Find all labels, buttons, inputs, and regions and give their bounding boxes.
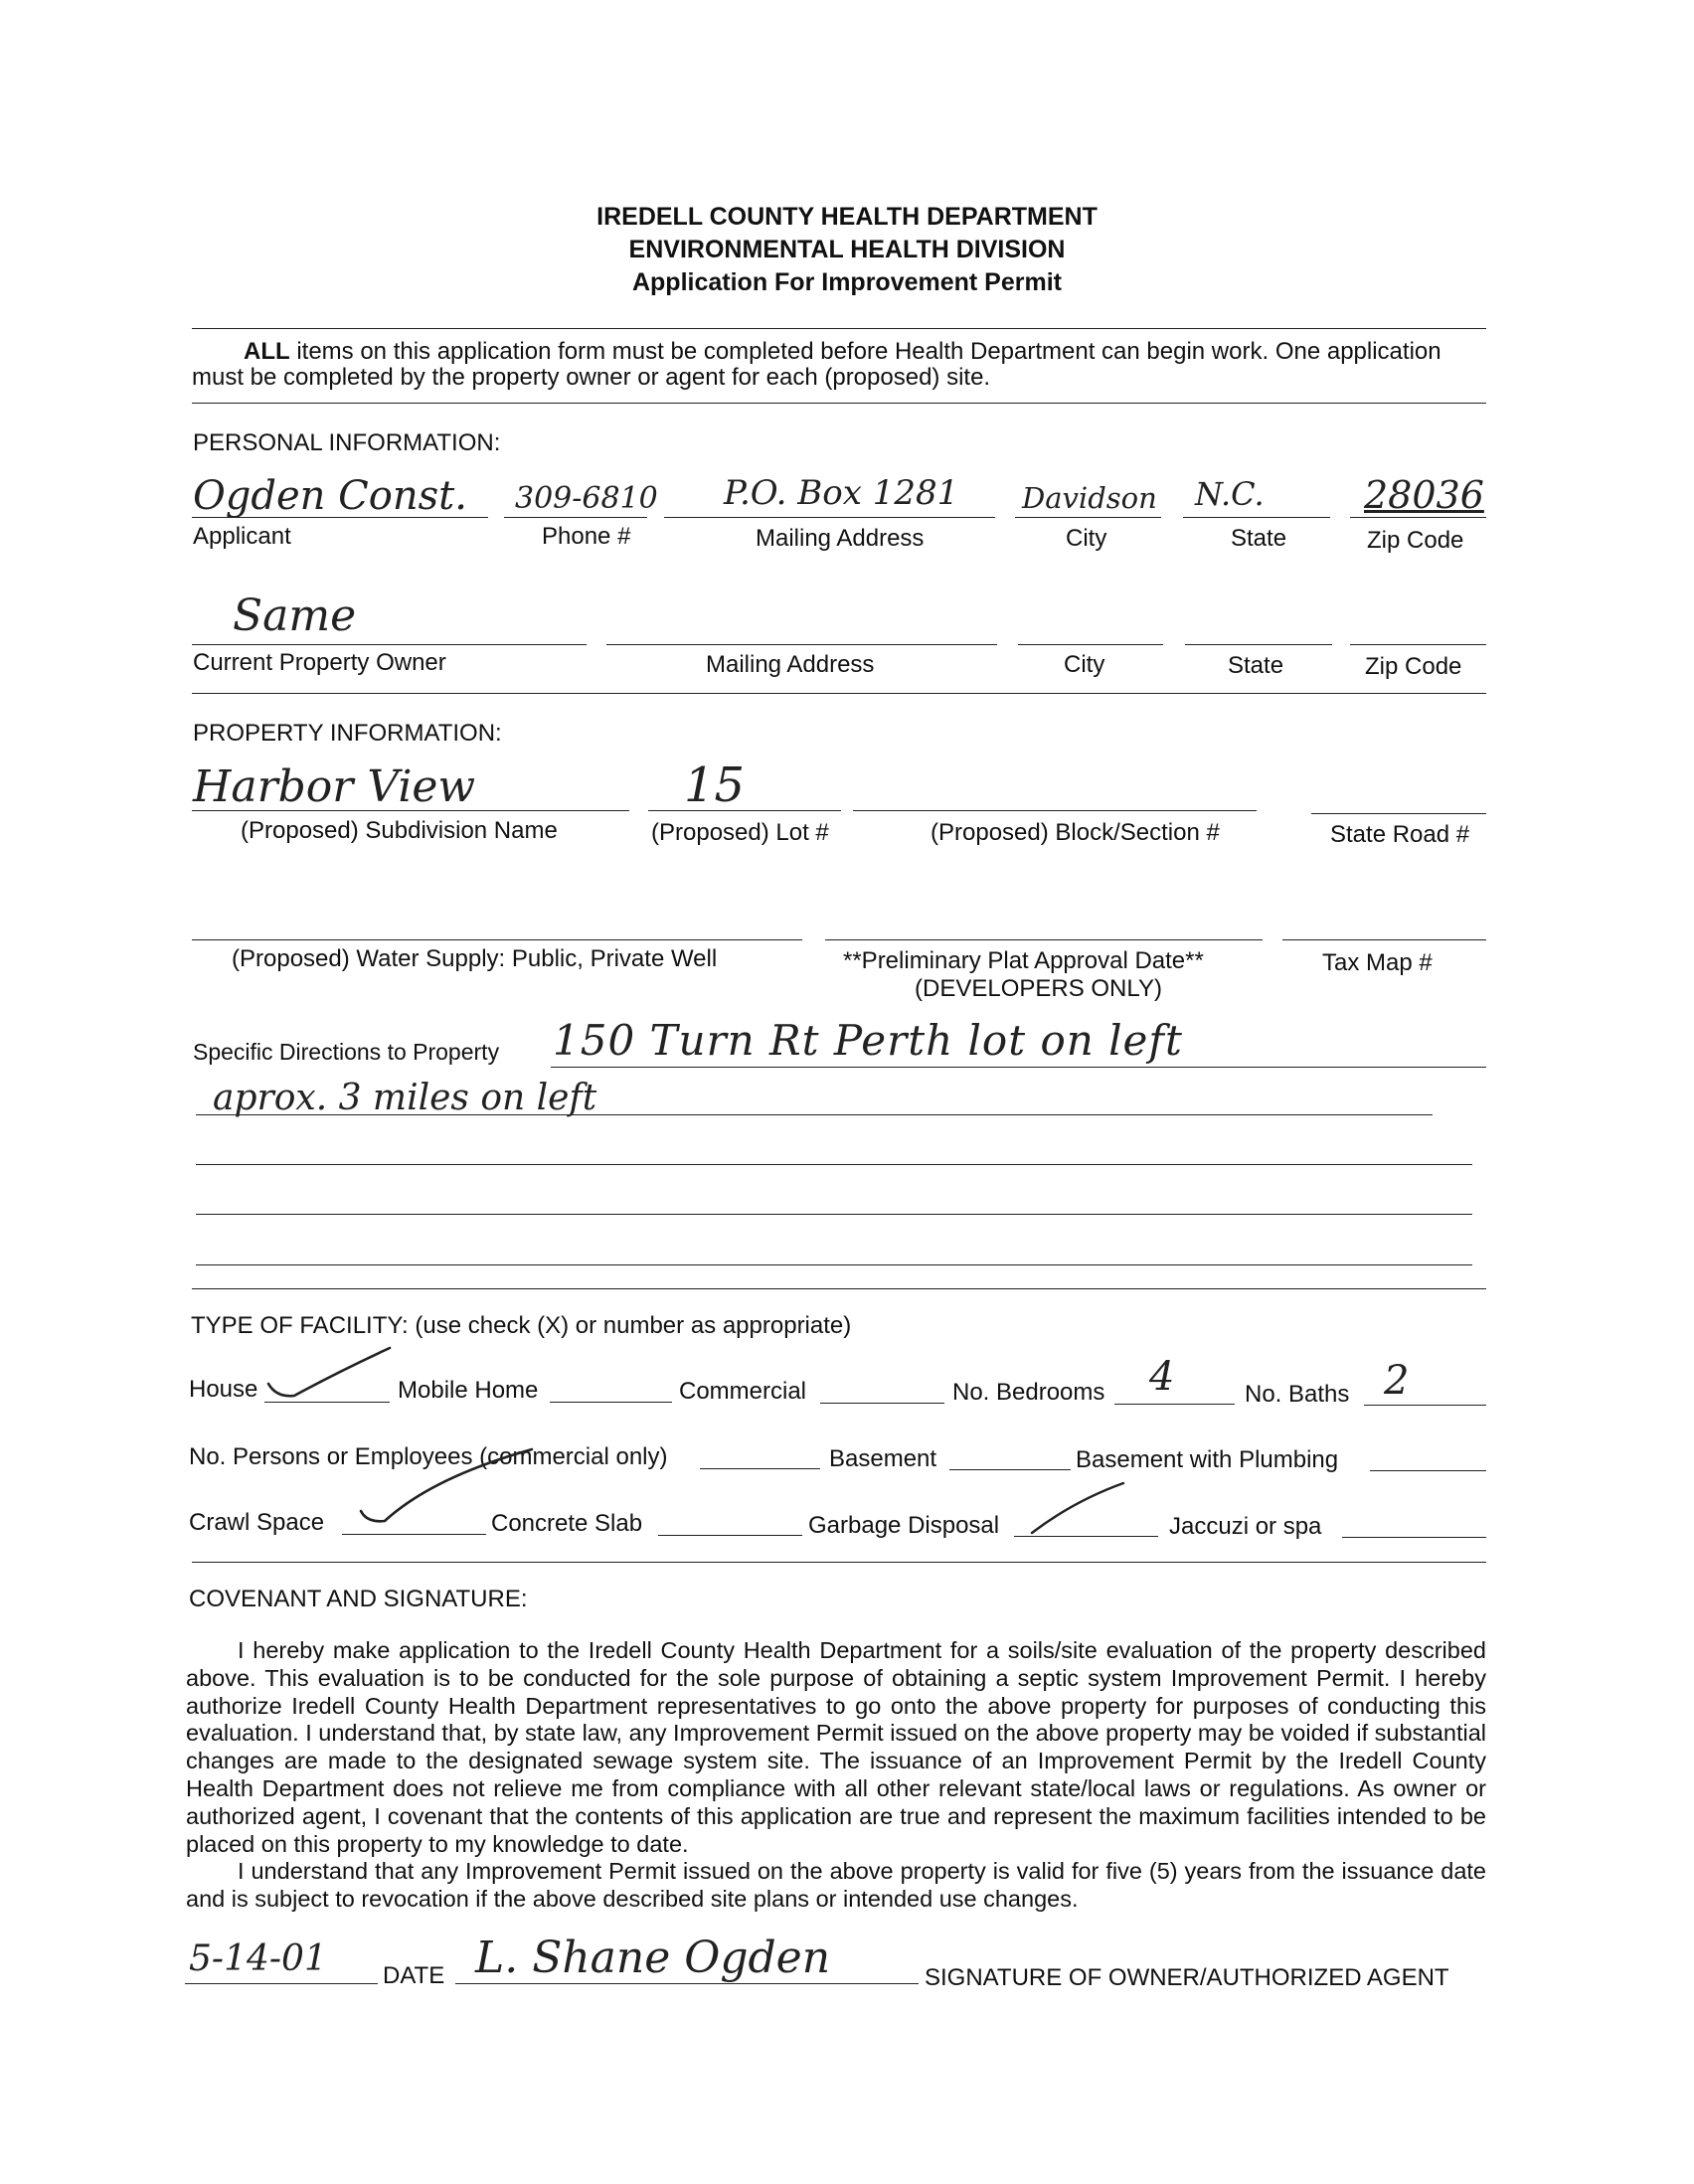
subdivision-label: (Proposed) Subdivision Name bbox=[241, 817, 558, 844]
phone-line bbox=[504, 517, 647, 518]
signature-value[interactable]: L. Shane Ogden bbox=[475, 1932, 831, 1983]
persons-line[interactable] bbox=[700, 1468, 820, 1469]
city-label: City bbox=[1066, 525, 1107, 552]
road-line bbox=[1311, 813, 1486, 814]
garbage-disposal-checkmark-icon bbox=[1024, 1477, 1133, 1539]
directions-line bbox=[551, 1067, 1486, 1068]
subdivision-value[interactable]: Harbor View bbox=[193, 761, 476, 812]
property-section-label: PROPERTY INFORMATION: bbox=[193, 720, 502, 747]
covenant-paragraph-1: I hereby make application to the Iredell County Health Department for a soils/site evaluation of the property described above. This evaluation is to be conducted for the sole purpose of obtaining a septic system Improvement Permit. I hereby authorize Iredell County Health Department representatives to go onto the above property for purposes of conducting this evaluation. I understand that, by state law, any Improvement Permit issued on the above property may be voided if substantial changes are made to the designated sewage system site. The issuance of an Improvement Permit by the Iredell County Health Department does not relieve me from compliance with all other relevant state/local laws or regulations. As owner or authorized agent, I covenant that the contents of this application are true and represent the maximum facilities intended to be placed on this property to my knowledge to date. bbox=[186, 1637, 1486, 1857]
phone-label: Phone # bbox=[542, 523, 631, 550]
lot-label: (Proposed) Lot # bbox=[651, 819, 829, 846]
mailing-label: Mailing Address bbox=[756, 525, 925, 552]
lot-value[interactable]: 15 bbox=[684, 757, 746, 813]
plat-line bbox=[825, 939, 1263, 940]
intro-bold: ALL bbox=[244, 338, 290, 365]
signature-label: SIGNATURE OF OWNER/AUTHORIZED AGENT bbox=[925, 1964, 1449, 1991]
header-title: IREDELL COUNTY HEALTH DEPARTMENT bbox=[596, 203, 1098, 231]
phone-value[interactable]: 309-6810 bbox=[515, 481, 658, 516]
covenant-section-label: COVENANT AND SIGNATURE: bbox=[189, 1586, 528, 1612]
crawl-line[interactable] bbox=[342, 1534, 486, 1535]
facility-section-label: TYPE OF FACILITY: (use check (X) or number as appropriate) bbox=[191, 1312, 852, 1339]
owner-mailing-line bbox=[606, 644, 997, 645]
header-division: ENVIRONMENTAL HEALTH DIVISION bbox=[628, 236, 1066, 263]
house-checkmark-icon bbox=[258, 1342, 408, 1404]
owner-city-line bbox=[1018, 644, 1163, 645]
plat-sub-label: (DEVELOPERS ONLY) bbox=[915, 975, 1162, 1002]
directions-line bbox=[196, 1264, 1472, 1265]
water-line bbox=[192, 939, 802, 940]
applicant-label: Applicant bbox=[193, 523, 291, 550]
block-line bbox=[853, 810, 1257, 811]
mobile-line[interactable] bbox=[550, 1402, 672, 1403]
basement-plumbing-label: Basement with Plumbing bbox=[1076, 1446, 1339, 1473]
persons-label: No. Persons or Employees (commercial only) bbox=[189, 1443, 668, 1470]
taxmap-label: Tax Map # bbox=[1322, 949, 1433, 976]
divider bbox=[192, 328, 1486, 329]
divider bbox=[192, 1288, 1486, 1289]
commercial-label: Commercial bbox=[679, 1378, 807, 1405]
jacuzzi-line[interactable] bbox=[1342, 1537, 1486, 1538]
covenant-paragraph-2: I understand that any Improvement Permit issued on the above property is valid for five (5) years from the issuance date and is subject to revocation if the above described site plans or intended use changes. bbox=[186, 1858, 1486, 1913]
taxmap-line bbox=[1282, 939, 1486, 940]
applicant-value[interactable]: Ogden Const. bbox=[193, 473, 467, 519]
date-label: DATE bbox=[383, 1962, 445, 1989]
slab-label: Concrete Slab bbox=[491, 1510, 643, 1537]
subdivision-line bbox=[192, 810, 629, 811]
owner-mailing-label: Mailing Address bbox=[706, 651, 875, 678]
block-label: (Proposed) Block/Section # bbox=[931, 819, 1220, 846]
bedrooms-label: No. Bedrooms bbox=[952, 1379, 1105, 1406]
divider bbox=[192, 1562, 1486, 1563]
house-label: House bbox=[189, 1376, 258, 1403]
zip-label: Zip Code bbox=[1367, 527, 1464, 554]
intro-text1: items on this application form must be completed before Health Department can begin work. One application bbox=[289, 338, 1441, 365]
directions-value-line2[interactable]: aprox. 3 miles on left bbox=[213, 1078, 597, 1118]
water-label: (Proposed) Water Supply: Public, Private Well bbox=[232, 945, 718, 972]
divider bbox=[192, 693, 1486, 694]
city-line bbox=[1015, 517, 1161, 518]
owner-state-label: State bbox=[1228, 652, 1284, 679]
city-value[interactable]: Davidson bbox=[1022, 481, 1157, 515]
lot-line bbox=[648, 810, 841, 811]
baths-value[interactable]: 2 bbox=[1384, 1358, 1410, 1404]
personal-section-label: PERSONAL INFORMATION: bbox=[193, 429, 501, 456]
crawl-space-checkmark-icon bbox=[353, 1437, 552, 1533]
directions-label: Specific Directions to Property bbox=[193, 1039, 500, 1065]
applicant-line bbox=[192, 517, 488, 518]
commercial-line[interactable] bbox=[820, 1403, 944, 1404]
mailing-value[interactable]: P.O. Box 1281 bbox=[724, 473, 959, 513]
crawl-label: Crawl Space bbox=[189, 1509, 325, 1536]
bedrooms-line[interactable] bbox=[1114, 1404, 1235, 1405]
owner-label: Current Property Owner bbox=[193, 649, 446, 676]
date-value[interactable]: 5-14-01 bbox=[189, 1938, 327, 1979]
plat-label: **Preliminary Plat Approval Date** bbox=[843, 947, 1204, 974]
covenant-text bbox=[186, 1637, 1486, 1914]
state-value[interactable]: N.C. bbox=[1195, 475, 1265, 513]
directions-line bbox=[196, 1214, 1472, 1215]
owner-zip-label: Zip Code bbox=[1365, 653, 1462, 680]
owner-line bbox=[192, 644, 587, 645]
basement-label: Basement bbox=[829, 1445, 937, 1472]
jacuzzi-label: Jaccuzi or spa bbox=[1169, 1513, 1322, 1540]
owner-state-line bbox=[1185, 644, 1332, 645]
road-label: State Road # bbox=[1330, 821, 1470, 848]
divider bbox=[192, 403, 1486, 404]
directions-line bbox=[196, 1164, 1472, 1165]
zip-value[interactable]: 28036 bbox=[1364, 473, 1484, 517]
intro-line1 bbox=[244, 338, 1441, 366]
mobile-label: Mobile Home bbox=[398, 1377, 539, 1404]
garbage-label: Garbage Disposal bbox=[808, 1512, 1000, 1539]
owner-zip-line bbox=[1350, 644, 1486, 645]
directions-line bbox=[196, 1114, 1433, 1115]
owner-value[interactable]: Same bbox=[233, 590, 357, 641]
zip-line bbox=[1350, 517, 1486, 518]
intro-line2: must be completed by the property owner or agent for each (proposed) site. bbox=[192, 364, 991, 391]
date-line bbox=[185, 1983, 378, 1984]
owner-city-label: City bbox=[1064, 651, 1105, 678]
slab-line[interactable] bbox=[658, 1535, 802, 1536]
baths-line[interactable] bbox=[1364, 1405, 1486, 1406]
state-line bbox=[1183, 517, 1330, 518]
header-subtitle: Application For Improvement Permit bbox=[631, 268, 1062, 296]
basement-plumbing-line[interactable] bbox=[1370, 1470, 1486, 1471]
baths-label: No. Baths bbox=[1245, 1381, 1350, 1408]
basement-line[interactable] bbox=[949, 1469, 1071, 1470]
bedrooms-value[interactable]: 4 bbox=[1149, 1354, 1175, 1400]
signature-line bbox=[455, 1983, 919, 1984]
mailing-line bbox=[664, 517, 995, 518]
directions-value-line1[interactable]: 150 Turn Rt Perth lot on left bbox=[553, 1016, 1183, 1065]
state-label: State bbox=[1231, 525, 1287, 552]
